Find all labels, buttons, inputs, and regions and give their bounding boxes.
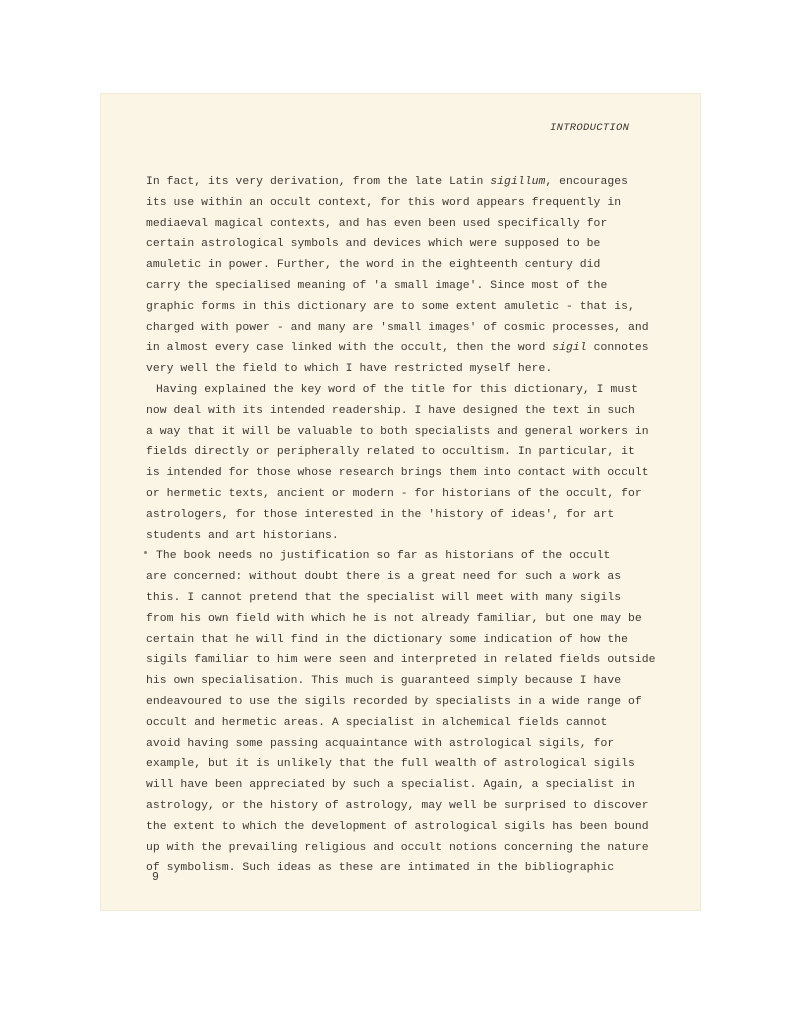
text-line: certain that he will find in the dictionary some indication of how the [146, 633, 628, 646]
text-line: in almost every case linked with the occult, then the word sigil connotes [146, 342, 649, 355]
text-line: avoid having some passing acquaintance with astrological sigils, for [146, 737, 615, 750]
text-line: students and art historians. [146, 529, 339, 542]
running-head: INTRODUCTION [550, 122, 630, 134]
paragraph-3 [146, 546, 656, 879]
text-line: example, but it is unlikely that the full wealth of astrological sigils [146, 758, 635, 771]
text-line: its use within an occult context, for this word appears frequently in [146, 196, 622, 209]
text-line: carry the specialised meaning of 'a small image'. Since most of the [146, 279, 608, 292]
text-line: astrology, or the history of astrology, may well be surprised to discover [146, 799, 649, 812]
paragraph-1 [146, 172, 649, 380]
text-line: occult and hermetic areas. A specialist in alchemical fields cannot [146, 716, 608, 729]
text-line: his own specialisation. This much is guaranteed simply because I have [146, 675, 622, 688]
text-line: In fact, its very derivation, from the late Latin sigillum, encourages [146, 176, 629, 188]
latin-term: sigillum [490, 176, 546, 188]
text-line: amuletic in power. Further, the word in the eighteenth century did [146, 259, 601, 272]
book-page [100, 93, 701, 911]
text-line: of symbolism. Such ideas as these are intimated in the bibliographic [146, 862, 615, 875]
text-line: very well the field to which I have restricted myself here. [146, 363, 553, 376]
text-line: The book needs no justification so far as historians of the occult [156, 550, 611, 563]
text-line: or hermetic texts, ancient or modern - for historians of the occult, for [146, 487, 642, 500]
text-line: endeavoured to use the sigils recorded by specialists in a wide range of [146, 695, 642, 708]
text-line: mediaeval magical contexts, and has even been used specifically for [146, 217, 608, 230]
text-line: sigils familiar to him were seen and interpreted in related fields outside [146, 654, 656, 667]
text-line: this. I cannot pretend that the specialist will meet with many sigils [146, 591, 622, 604]
paragraph-2 [146, 380, 649, 546]
key-term: sigil [552, 342, 587, 355]
text-line: will have been appreciated by such a specialist. Again, a specialist in [146, 779, 635, 792]
margin-mark [144, 551, 147, 554]
text-line: fields directly or peripherally related to occultism. In particular, it [146, 446, 635, 459]
text-line: charged with power - and many are 'small images' of cosmic processes, and [146, 321, 649, 334]
text-line: astrologers, for those interested in the 'history of ideas', for art [146, 508, 615, 521]
text-line: a way that it will be valuable to both specialists and general workers in [146, 425, 649, 438]
text-line: the extent to which the development of astrological sigils has been bound [146, 820, 649, 833]
text-line: are concerned: without doubt there is a great need for such a work as [146, 571, 622, 584]
text-line: from his own field with which he is not already familiar, but one may be [146, 612, 642, 625]
body-text [146, 172, 656, 879]
text-line: up with the prevailing religious and occult notions concerning the nature [146, 841, 649, 854]
page-number: 9 [152, 871, 159, 884]
text-line: certain astrological symbols and devices which were supposed to be [146, 238, 601, 251]
text-line: now deal with its intended readership. I have designed the text in such [146, 404, 635, 417]
text-line: Having explained the key word of the title for this dictionary, I must [156, 383, 638, 396]
text-line: is intended for those whose research brings them into contact with occult [146, 467, 649, 480]
text-line: graphic forms in this dictionary are to some extent amuletic - that is, [146, 300, 635, 313]
